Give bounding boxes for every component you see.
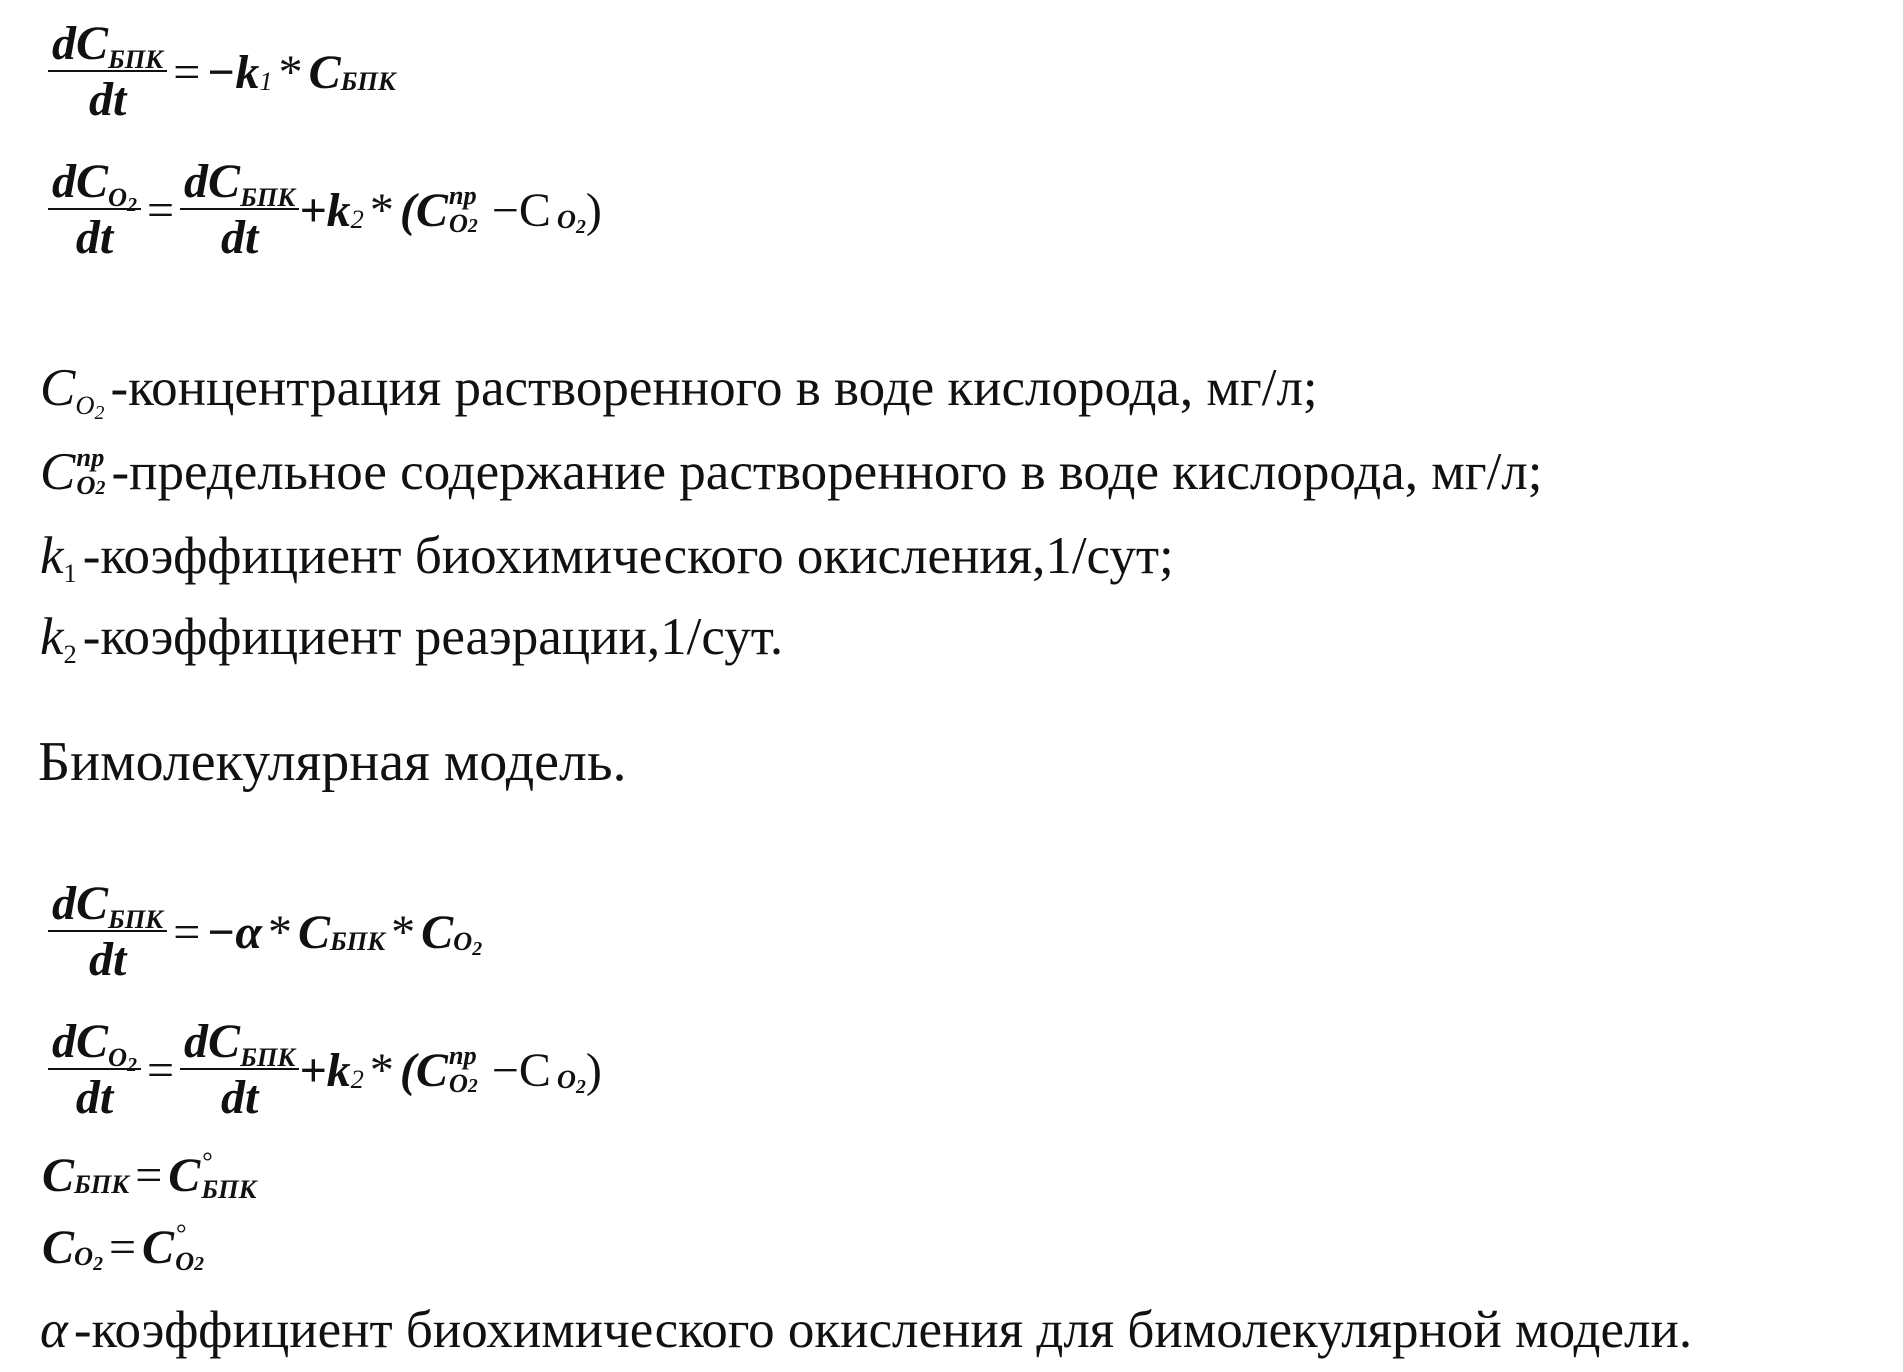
equation-oxygen-bimolecular: $\frac{\text{dCO2}}{dt}$ = $\frac{\text{dCБПК}}{dt}$ +k 2 * (C пр O2 −C O2 ) <box>48 1018 602 1122</box>
fraction-dc-o2-dt: $\frac{\text{dCO2}}{dt}$ <box>48 158 141 262</box>
definition-c-o2 <box>40 358 1318 425</box>
equation-initial-o2: C O2 = C ° O2 <box>42 1218 205 1276</box>
symbol-alpha: α <box>40 1301 68 1359</box>
symbol-k2: k2 <box>40 608 77 670</box>
fraction-dc-bpk-dt: $\frac{\text{dCБПК}}{dt}$ <box>48 20 167 124</box>
equation-initial-bpk: C БПК = C ° БПК <box>42 1146 257 1204</box>
symbol-c-o2: CO2 <box>40 359 105 425</box>
symbol-k1: k1 <box>40 527 77 589</box>
fraction-dc-bpk-dt-3: $\frac{\text{dCБПК}}{dt}$ <box>48 880 167 984</box>
section-heading: Бимолекулярная модель. <box>38 731 627 793</box>
definition-alpha <box>40 1300 1692 1360</box>
definition-k1 <box>40 526 1174 589</box>
definition-c-o2-limit <box>40 442 1542 502</box>
definition-text: -коэффициент биохимического окисления,1/сут; <box>82 527 1174 585</box>
equation-bpk-bimolecular: $\frac{\text{dCБПК}}{dt}$ = −α * C БПК * C O2 <box>48 880 482 984</box>
symbol-c-o2-limit: C пр O2 <box>40 442 106 501</box>
definition-text: -коэффициент биохимического окисления для бимолекулярной модели. <box>73 1301 1693 1359</box>
definition-text: -коэффициент реаэрации,1/сут. <box>82 608 784 666</box>
equation-oxygen-first-order: $\frac{\text{dCO2}}{dt}$ = $\frac{\text{dCБПК}}{dt}$ +k 2 * (C пр O2 −C O2 ) <box>48 158 602 262</box>
equation-bpk-first-order: $\frac{\text{dCБПК}}{dt}$ = −k 1 * C БПК <box>48 20 396 124</box>
definition-text: -концентрация растворенного в воде кислорода, мг/л; <box>110 359 1318 417</box>
fraction-dc-bpk-dt-4: $\frac{\text{dCБПК}}{dt}$ <box>180 1018 299 1122</box>
definition-text: -предельное содержание растворенного в воде кислорода, мг/л; <box>111 443 1543 501</box>
fraction-dc-o2-dt-2: $\frac{\text{dCO2}}{dt}$ <box>48 1018 141 1122</box>
fraction-dc-bpk-dt-2: $\frac{\text{dCБПК}}{dt}$ <box>180 158 299 262</box>
definition-k2 <box>40 607 784 670</box>
